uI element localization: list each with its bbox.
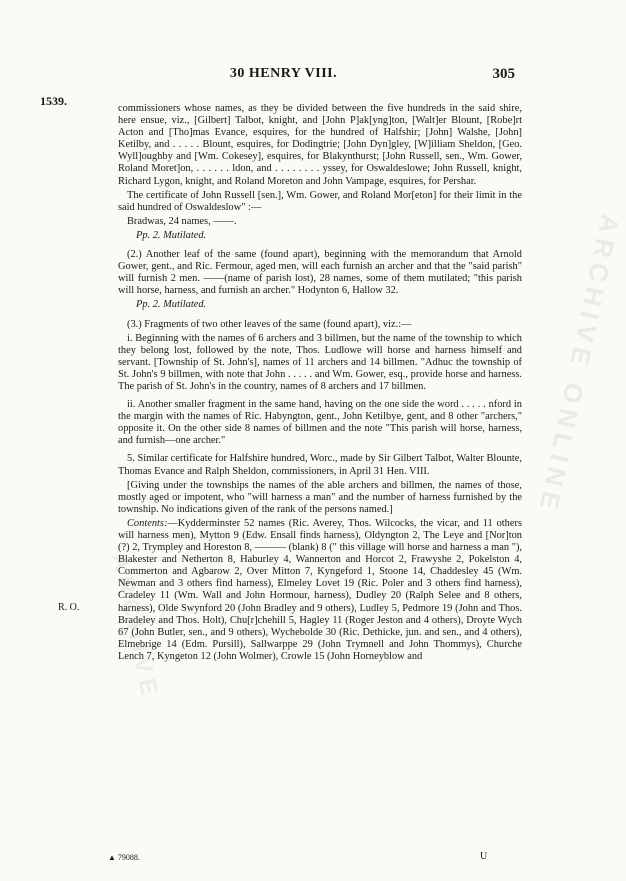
library-watermark-2: ARCHIVE: [106, 550, 164, 704]
paragraph-fragment-i: i. Beginning with the names of 6 archers and 3 billmen, but the name of the township to which they belong lost, followed by the note, Thos. Ludlowe will horse and harness himself and servant. [Township of St. John's], names of 11 archers and 14 billmen. "Adhuc the township of St. John's 9 billmen, with note that John . . . . . and Wm. Gower, esq., provide horse and harness. The parish of St. John's in the country, names of 8 archers and 17 billmen.: [118, 332, 522, 392]
paragraph-halfshire-certificate: 5. Similar certificate for Halfshire hundred, Worc., made by Sir Gilbert Talbot, Walter Blounte, Thomas Evance and Ralph Sheldon, commissioners, in April 31 Hen. VIII.: [118, 453, 522, 477]
signature-mark: U: [480, 851, 488, 862]
paragraph-bracket-note: [Giving under the townships the names of the able archers and billmen, the names of those, mostly aged or impotent, who "will harness a man" and the number of harness furnished by the township. No indications given of the rank of the persons named.]: [118, 479, 522, 515]
paragraph-certificate: The certificate of John Russell [sen.], Wm. Gower, and Roland Mor[eton] for their limit in the said hundred of Oswaldeslow" :—: [118, 189, 522, 213]
margin-year: 1539.: [40, 94, 67, 108]
running-head: [0, 66, 567, 108]
contents-lead: Contents:: [127, 517, 168, 529]
paragraph-commissioners: commissioners whose names, as they be divided between the five hundreds in the said shire, here ensue, viz., [Gilbert] Talbot, knight, and [John P]ak[yng]ton, [Walt]er Blount, [Robe]rt Acton and [Tho]mas Evance, esquires, for the hundred of Halfshir; [John] Walshe, [John] Ketilby, and . . . . . Blount, esquires, for Dodingtrie; [John Dyn]gley, [W]illiam Sheldon, [Geo. Wyll]oughby and [Wm. Cokesey], esquires, for Blakynthurst; [John Russell, sen., Wm. Gower, Roland Moret]on, . . . . . . ldon, and . . . . . . . . yssey, for Oswaldeslowe; John Russell, knight, Richard Lygon, knight, and Roland Moreton and John Vampage, esquires, for Pershar.: [118, 103, 522, 187]
paragraph-bradwas: Bradwas, 24 names, ——.: [127, 215, 237, 227]
paragraph-contents: [118, 518, 522, 663]
page-running-title: 30 HENRY VIII.: [229, 66, 338, 81]
pages-mutilated-label-1: Pp. 2. Mutilated.: [136, 229, 207, 241]
pages-mutilated-label-2: Pp. 2. Mutilated.: [136, 299, 207, 311]
margin-note-record-office: R. O.: [58, 602, 80, 613]
printer-code: ▲ 79088.: [108, 853, 140, 862]
paragraph-fragment-ii: ii. Another smaller fragment in the same hand, having on the one side the word . . . . . nford in the margin with the names of Ric. Habyngton, gent., John Ketilbye, gent, and 8 other "archers," opposite it. On the other side 8 names of billmen and the note "This parish will horse, harness, and furnish—one archer.": [118, 399, 522, 447]
paragraph-fragments: (3.) Fragments of two other leaves of the same (found apart), viz.:—: [127, 318, 412, 330]
page-number: 305: [492, 66, 515, 82]
paragraph-another-leaf: (2.) Another leaf of the same (found apart), beginning with the memorandum that Arnold Gower, gent., and Ric. Fermour, aged men, will each furnish an archer and that the "said parish" will furnish 2 men. ——(name of parish lost), 28 names, some of them mutilated; "this parish will horse, harness, and furnish an archer." Hodynton 6, Hallow 32.: [118, 249, 522, 297]
contents-text: —Kydderminster 52 names (Ric. Averey, Thos. Wilcocks, the vicar, and 11 others will harness men), Mytton 9 (Edw. Ensall finds harness), Oldyngton 2, The Leye and [Nor]ton (?) 2, Trympley and Horeston 8, ——— (blank) 8 (" this village will horse and harness a man "), Blakester and Netherton 8, Haburley 4, Wannerton and Horcot 2, Frawyshe 2, Pokelston 4, Commerton and Agbarow 2, Over Mitton 7, Kyngeford 1, Stoone 14, Chaddesley 45 (Wm. Newman and 3 others find harness), Elmeley Lovet 19 (Ric. Poler and 3 others find harness), Cradeley 11 (Wm. Wall and John Hormour, harness), Dudley 20 (Ralph Selee and 8 others, harness), Olde Swynford 20 (John Bradley and 9 others), Ludley 5, Pedmore 19 (John and Thos. Bradeley and Thos. Holt), Chu[r]chehill 5, Hagley 11 (Roger Jeston and 4 others), Droyte Wych 67 (John Butler, sen., and 9 others), Wychebolde 30 (Ric. Dethicke, jun. and sen., and 4 others), Elmebrige 14 (Edm. Pursill), Sallwarppe 29 (John Trymnell and John Thommys), Churche Lench 7, Kyngeton 12 (John Wolmer), Crowle 15 (John Horneyblow and: [118, 517, 522, 662]
library-watermark: ARCHIVE ONLINE: [532, 211, 626, 518]
document-body: [118, 103, 522, 665]
